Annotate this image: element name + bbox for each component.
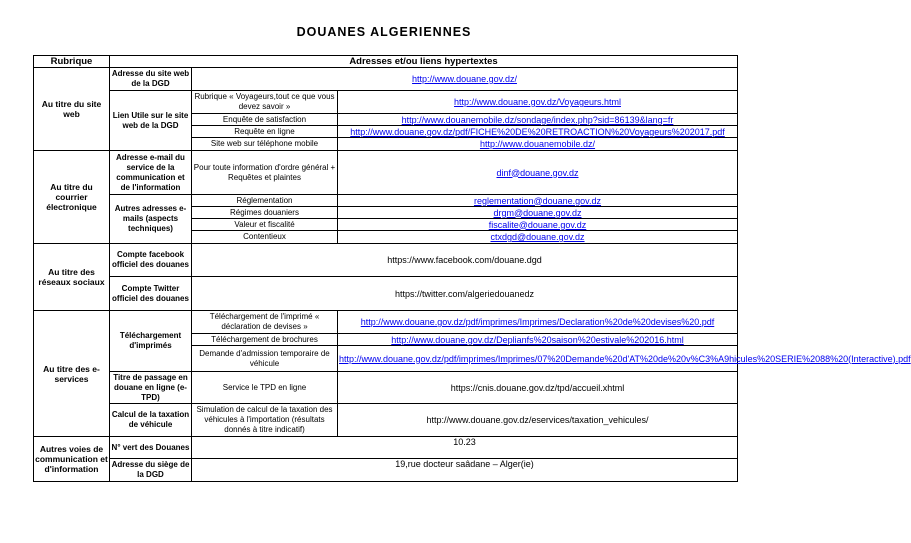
email-service-label: Adresse e-mail du service de la communication et de l'information [110, 151, 192, 195]
service-description: Téléchargement de l'imprimé « déclaration de devises » [192, 311, 338, 334]
survey-link[interactable]: http://www.douanemobile.dz/sondage/index.php?sid=86139&lang=fr [401, 114, 674, 125]
vehicle-tax-label: Calcul de la taxation de véhicule [110, 404, 192, 437]
email-description: Valeur et fiscalité [192, 219, 338, 231]
email-description: Régimes douaniers [192, 207, 338, 219]
email-link[interactable]: ctxdgd@douane.gov.dz [490, 232, 585, 242]
email-link[interactable]: dinf@douane.gov.dz [496, 167, 579, 178]
site-address-label: Adresse du site web de la DGD [110, 68, 192, 91]
table-row [34, 404, 738, 437]
email-link[interactable]: reglementation@douane.gov.dz [473, 195, 602, 206]
currency-declaration-link[interactable]: http://www.douane.gov.dz/pdf/imprimes/Imprimes/Declaration%20de%20devises%20.pdf [360, 317, 715, 327]
useful-links-label: Lien Utile sur le site web de la DGD [110, 91, 192, 151]
rubrique-autres: Autres voies de communication et d'information [34, 437, 110, 482]
table-row [34, 372, 738, 404]
service-description: Service le TPD en ligne [192, 372, 338, 404]
table-header-row [34, 56, 738, 68]
table-row [34, 244, 738, 277]
header-rubrique: Rubrique [34, 56, 110, 68]
table-row [34, 195, 738, 207]
online-request-link[interactable]: http://www.douane.gov.dz/pdf/FICHE%20DE%20RETROACTION%20Voyageurs%202017.pdf [350, 126, 725, 137]
email-description: Contentieux [192, 231, 338, 244]
rubrique-courrier: Au titre du courrier électronique [34, 151, 110, 244]
hq-address-value: 19,rue docteur saâdane – Alger(ie) [192, 459, 738, 482]
green-number-label: N° vert des Douanes [110, 437, 192, 459]
service-description: Simulation de calcul de la taxation des véhicules à l'importation (résultats donnés à titre indicatif) [192, 404, 338, 437]
email-description: Pour toute information d'ordre général + Requêtes et plaintes [192, 151, 338, 195]
service-description: Demande d'admission temporaire de véhicule [192, 346, 338, 372]
service-description: Téléchargement de brochures [192, 334, 338, 346]
green-number-value: 10.23 [192, 437, 738, 459]
hq-address-label: Adresse du siège de la DGD [110, 459, 192, 482]
mobile-site-link[interactable]: http://www.douanemobile.dz/ [479, 139, 596, 149]
vehicle-tax-link[interactable]: http://www.douane.gov.dz/eservices/taxation_vehicules/ [338, 404, 738, 437]
downloads-label: Téléchargement d'imprimés [110, 311, 192, 372]
table-row [34, 151, 738, 195]
email-description: Réglementation [192, 195, 338, 207]
link-description: Enquête de satisfaction [192, 114, 338, 126]
email-link[interactable]: fiscalite@douane.gov.dz [488, 219, 587, 230]
other-emails-label: Autres adresses e-mails (aspects techniques) [110, 195, 192, 244]
vehicle-admission-link[interactable]: http://www.douane.gov.dz/pdf/imprimes/Imprimes/07%20Demande%20d'AT%20de%20v%C3%A9hicules%20SERIE%2088%20(Interactive).pdf [339, 353, 911, 364]
facebook-label: Compte facebook officiel des douanes [110, 244, 192, 277]
site-address-link[interactable]: http://www.douane.gov.dz/ [412, 74, 517, 84]
document-title: DOUANES ALGERIENNES [296, 25, 472, 39]
brochures-link[interactable]: http://www.douane.gov.dz/Deplianfs%20saison%20estivale%202016.html [391, 334, 684, 345]
facebook-link[interactable]: https://www.facebook.com/douane.dgd [192, 244, 738, 277]
etpd-label: Titre de passage en douane en ligne (e-TPD) [110, 372, 192, 404]
table-row [34, 91, 738, 114]
link-description: Requête en ligne [192, 126, 338, 138]
table-row [34, 277, 738, 311]
link-description: Rubrique « Voyageurs,tout ce que vous devez savoir » [192, 91, 338, 114]
rubrique-reseaux: Au titre des réseaux sociaux [34, 244, 110, 311]
contacts-table [33, 55, 911, 482]
rubrique-eservices: Au titre des e-services [34, 311, 110, 437]
twitter-label: Compte Twitter officiel des douanes [110, 277, 192, 311]
etpd-link[interactable]: https://cnis.douane.gov.dz/tpd/accueil.xhtml [338, 372, 738, 404]
email-link[interactable]: drgm@douane.gov.dz [493, 207, 582, 218]
link-description: Site web sur téléphone mobile [192, 138, 338, 151]
rubrique-web: Au titre du site web [34, 68, 110, 151]
table-row [34, 437, 738, 459]
table-row [34, 68, 738, 91]
header-adresses: Adresses et/ou liens hypertextes [110, 56, 738, 68]
table-row [34, 311, 738, 334]
table-row [34, 459, 738, 482]
voyageurs-link[interactable]: http://www.douane.gov.dz/Voyageurs.html [454, 97, 621, 107]
twitter-link[interactable]: https://twitter.com/algeriedouanedz [192, 277, 738, 311]
